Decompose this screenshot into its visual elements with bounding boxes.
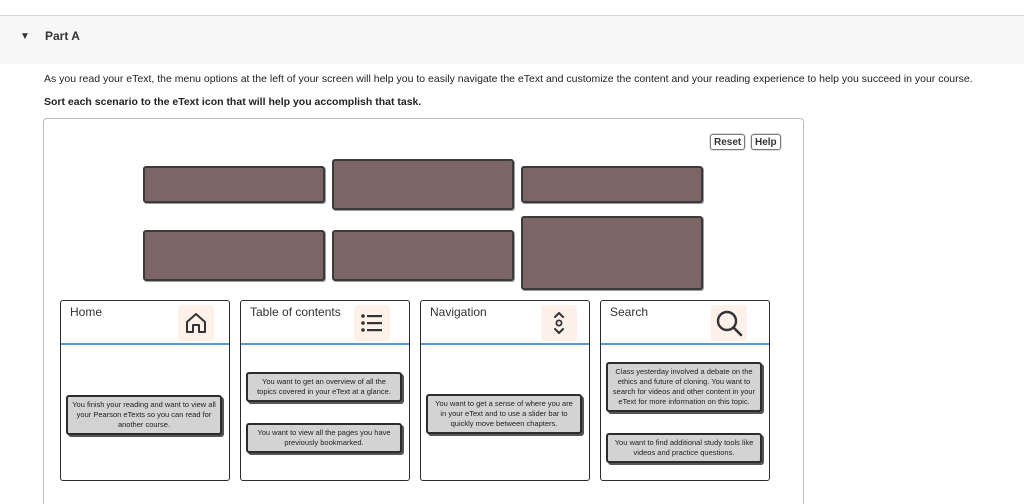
scenario-card[interactable]: You want to find additional study tools like videos and practice questions.	[606, 433, 762, 463]
list-icon	[354, 305, 390, 341]
answer-tile[interactable]	[143, 230, 325, 281]
bin-header	[241, 301, 409, 345]
bin-search[interactable]	[600, 300, 770, 481]
bin-table-of-contents[interactable]	[240, 300, 410, 481]
bin-header	[601, 301, 769, 345]
help-button[interactable]: Help	[751, 134, 781, 150]
answer-tile[interactable]	[521, 216, 703, 290]
search-icon	[711, 305, 747, 341]
reset-button[interactable]: Reset	[710, 134, 745, 150]
home-icon	[178, 305, 214, 341]
navigation-arrows-icon	[541, 305, 577, 341]
bin-label: Home	[70, 305, 103, 319]
part-title: Part A	[45, 29, 80, 43]
bin-label: Search	[610, 305, 649, 319]
bin-home[interactable]	[60, 300, 230, 481]
bin-label: Table of contents	[250, 305, 341, 319]
instructions-text: As you read your eText, the menu options at the left of your screen will help you to easily navigate the eText and customize the content and your reading experience to help you succeed in your course.	[44, 73, 973, 85]
collapse-caret-icon[interactable]: ▼	[20, 31, 30, 42]
answer-tile[interactable]	[332, 230, 514, 281]
scenario-card[interactable]: You finish your reading and want to view all your Pearson eTexts so you can read for another course.	[66, 395, 222, 435]
task-prompt: Sort each scenario to the eText icon that will help you accomplish that task.	[44, 96, 422, 108]
sorting-work-area	[43, 118, 804, 504]
answer-tile[interactable]	[332, 159, 514, 210]
bin-header	[421, 301, 589, 345]
bin-label: Navigation	[430, 305, 487, 319]
scenario-card[interactable]: You want to view all the pages you have previously bookmarked.	[246, 423, 402, 453]
bin-header	[61, 301, 229, 345]
answer-tile[interactable]	[143, 166, 325, 203]
bin-navigation[interactable]	[420, 300, 590, 481]
scenario-card[interactable]: You want to get an overview of all the topics covered in your eText at a glance.	[246, 372, 402, 402]
part-header[interactable]	[0, 16, 1024, 64]
scenario-card[interactable]: You want to get a sense of where you are in your eText and to use a slider bar to quickly move between chapters.	[426, 394, 582, 434]
scenario-card[interactable]: Class yesterday involved a debate on the ethics and future of cloning. You want to search for videos and other content in your eText for more information on this topic.	[606, 362, 762, 412]
answer-tile[interactable]	[521, 166, 703, 203]
